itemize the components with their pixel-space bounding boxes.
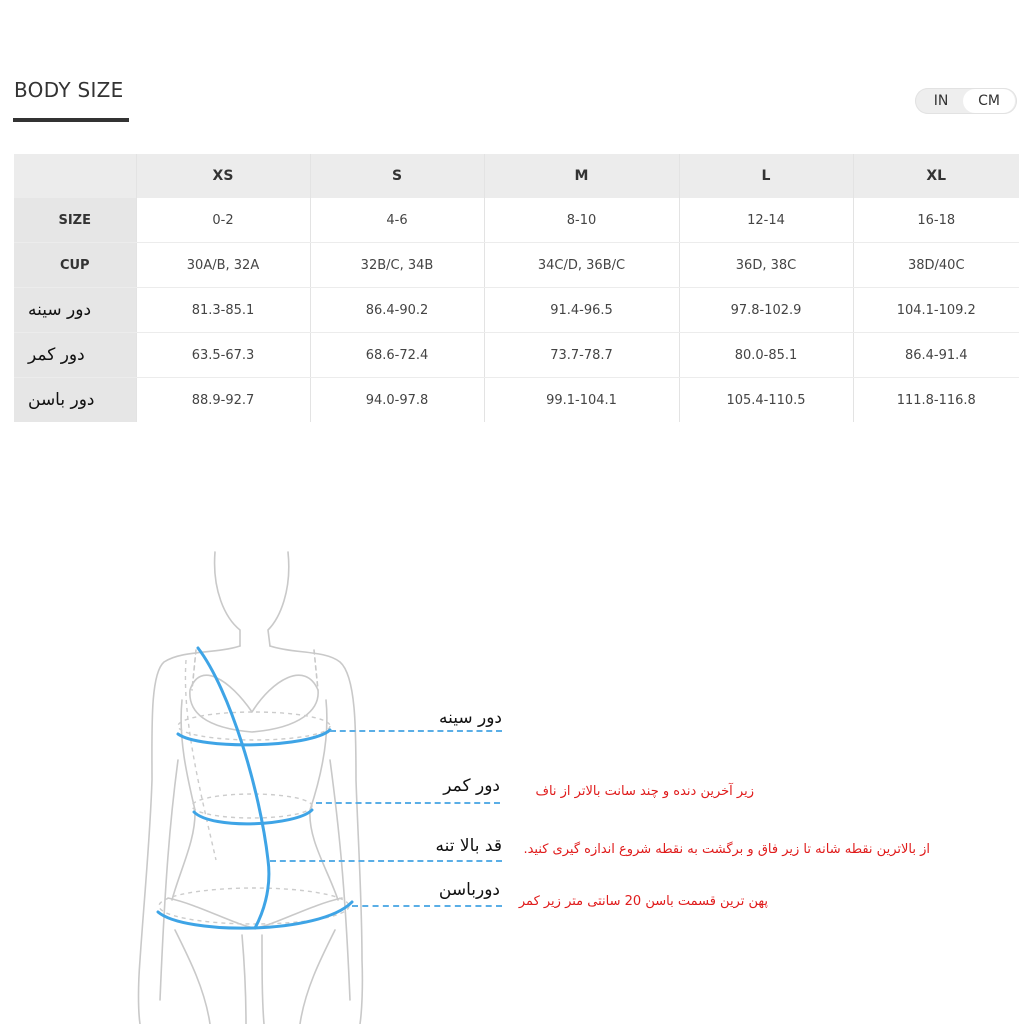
table-cell: 73.7-78.7 — [484, 333, 679, 378]
table-cell: 12-14 — [679, 198, 853, 243]
figure-left-leg — [175, 930, 210, 1024]
figure-inner-leg-right — [262, 935, 264, 1024]
figure-left-torso — [172, 700, 195, 900]
table-cell: 99.1-104.1 — [484, 378, 679, 423]
table-cell: 91.4-96.5 — [484, 288, 679, 333]
table-cell: 38D/40C — [853, 243, 1019, 288]
waist-label: دور کمر — [443, 776, 500, 796]
waist-note: زیر آخرین دنده و چند سانت بالاتر از ناف — [535, 784, 754, 799]
table-cell: 30A/B, 32A — [136, 243, 310, 288]
table-cell: 97.8-102.9 — [679, 288, 853, 333]
unit-option-cm[interactable]: CM — [963, 89, 1015, 113]
row-header: دور باسن — [14, 378, 136, 423]
figure-strap-left — [192, 650, 196, 690]
size-chart-table — [14, 154, 1019, 422]
figure-left-shoulder-arm — [139, 646, 241, 1024]
table-cell: 94.0-97.8 — [310, 378, 484, 423]
table-cell: 86.4-90.2 — [310, 288, 484, 333]
figure-right-leg — [300, 930, 335, 1024]
torso-label: قد بالا تنه — [435, 836, 502, 856]
row-header: دور سینه — [14, 288, 136, 333]
figure-right-inner-arm — [330, 760, 350, 1000]
table-cell: 111.8-116.8 — [896, 392, 976, 408]
table-cell: 32B/C, 34B — [310, 243, 484, 288]
waist-leader-line — [316, 802, 500, 804]
table-cell: 36D, 38C — [679, 243, 853, 288]
page-title: BODY SIZE — [14, 78, 124, 102]
table-row — [14, 378, 1019, 423]
column-header: XL — [853, 154, 1019, 198]
figure-bust — [190, 675, 318, 732]
table-cell: 0-2 — [136, 198, 310, 243]
row-header: دور کمر — [14, 333, 136, 378]
table-cell: 86.4-91.4 — [853, 333, 1019, 378]
figure-head-outline-right — [268, 552, 289, 646]
bust-leader-line — [330, 730, 502, 732]
hip-label: دورباسن — [438, 880, 500, 900]
table-cell: 16-18 — [853, 198, 1019, 243]
column-header: L — [679, 154, 853, 198]
hip-leader-line — [352, 905, 502, 907]
body-figure-illustration — [130, 548, 380, 1024]
table-cell: 105.4-110.5 — [679, 378, 853, 423]
table-cell: 88.9-92.7 — [136, 378, 310, 423]
torso-leader-line — [270, 860, 502, 862]
table-cell: 104.1-109.2 — [853, 288, 1019, 333]
column-header: M — [484, 154, 679, 198]
table-cell: 8-10 — [484, 198, 679, 243]
table-row — [14, 288, 1019, 333]
table-row — [14, 333, 1019, 378]
table-cell: 81.3-85.1 — [136, 288, 310, 333]
title-underline — [13, 118, 129, 122]
unit-option-in[interactable]: IN — [933, 93, 949, 109]
table-row — [14, 198, 1019, 243]
table-cell: 63.5-67.3 — [136, 333, 310, 378]
table-corner-cell — [14, 154, 136, 198]
table-cell: 4-6 — [310, 198, 484, 243]
bust-guide-ellipse — [178, 712, 330, 740]
column-header: S — [310, 154, 484, 198]
table-cell: 80.0-85.1 — [679, 333, 853, 378]
waist-guide-ellipse — [192, 794, 312, 818]
table-cell: 34C/D, 36B/C — [484, 243, 679, 288]
waist-measure-line — [194, 810, 312, 824]
figure-inner-leg-left — [242, 935, 246, 1024]
bust-label: دور سینه — [438, 708, 502, 728]
figure-left-inner-arm — [160, 760, 178, 1000]
figure-head-outline — [215, 552, 240, 646]
unit-toggle[interactable] — [915, 88, 1017, 114]
column-header: XS — [136, 154, 310, 198]
row-header: SIZE — [14, 198, 136, 243]
table-header-row — [14, 154, 1019, 198]
table-cell: 68.6-72.4 — [310, 333, 484, 378]
torso-note: از بالاترین نقطه شانه تا زیر فاق و برگشت به نقطه شروع اندازه گیری کنید. — [523, 842, 930, 857]
row-header: CUP — [14, 243, 136, 288]
hip-note: پهن ترین قسمت باسن 20 سانتی متر زیر کمر — [518, 894, 768, 909]
table-row — [14, 243, 1019, 288]
